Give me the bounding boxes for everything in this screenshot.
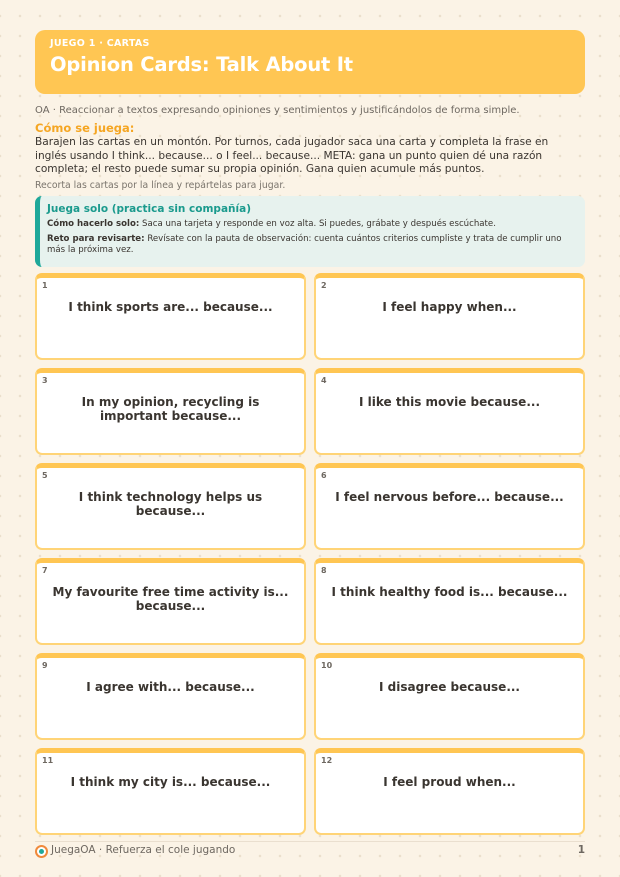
- card-prompt: My favourite free time activity is... because...: [52, 585, 289, 613]
- card-number: 2: [321, 281, 327, 290]
- card-prompt: I think sports are... because...: [68, 300, 273, 314]
- how-to-play-title: Cómo se juega:: [35, 121, 135, 135]
- card-prompt: I disagree because...: [379, 680, 520, 694]
- solo-review-row: [47, 234, 573, 257]
- brand-logo-icon: [35, 845, 48, 858]
- opinion-card: [35, 463, 306, 550]
- solo-how-label: Cómo hacerlo solo:: [47, 219, 140, 229]
- opinion-card: [314, 748, 585, 835]
- solo-play-title: Juega solo (practica sin compañía): [47, 203, 251, 215]
- opinion-card: [314, 273, 585, 360]
- opinion-card: [35, 558, 306, 645]
- card-number: 9: [42, 661, 48, 670]
- solo-review-text: Revísate con la pauta de observación: cuenta cuántos criterios cumpliste y trata de cumplir uno más la próxima vez.: [47, 233, 562, 255]
- how-to-play-text: Barajen las cartas en un montón. Por turnos, cada jugador saca una carta y completa la frase en inglés usando I think... because... o I feel... because... META: gana un punto quien dé una razón completa; el resto puede sumar su propia opinión. Gana quien acumule más puntos.: [35, 136, 549, 175]
- card-prompt: I feel nervous before... because...: [335, 490, 564, 504]
- opinion-card: [314, 558, 585, 645]
- card-number: 4: [321, 376, 327, 385]
- opinion-card: [35, 748, 306, 835]
- solo-play-box: [35, 196, 585, 267]
- card-number: 7: [42, 566, 48, 575]
- solo-review-label: Reto para revisarte:: [47, 233, 145, 244]
- card-number: 11: [42, 756, 54, 765]
- opinion-card: [35, 368, 306, 455]
- game-tag: JUEGO 1 · CARTAS: [50, 38, 150, 49]
- footer-brand: JuegaOA · Refuerza el cole jugando: [51, 844, 236, 856]
- opinion-card: [314, 368, 585, 455]
- opinion-card: [35, 653, 306, 740]
- page-header: [35, 30, 585, 94]
- page-title: Opinion Cards: Talk About It: [50, 53, 353, 76]
- card-prompt: I feel happy when...: [382, 300, 517, 314]
- card-number: 10: [321, 661, 333, 670]
- card-prompt: I think technology helps us because...: [78, 490, 263, 518]
- opinion-card: [314, 653, 585, 740]
- card-number: 8: [321, 566, 327, 575]
- opinion-card: [35, 273, 306, 360]
- learning-objective: OA · Reaccionar a textos expresando opiniones y sentimientos y justificándolos de forma simple.: [35, 105, 520, 116]
- card-number: 1: [42, 281, 48, 290]
- page-number: 1: [577, 844, 585, 856]
- page-footer: [35, 841, 585, 862]
- card-prompt: I like this movie because...: [359, 395, 540, 409]
- card-prompt: I think my city is... because...: [70, 775, 271, 789]
- card-prompt: I agree with... because...: [86, 680, 255, 694]
- card-number: 12: [321, 756, 333, 765]
- card-number: 3: [42, 376, 48, 385]
- card-prompt: In my opinion, recycling is important because...: [81, 395, 260, 423]
- solo-how-row: [47, 219, 573, 231]
- solo-how-text: Saca una tarjeta y responde en voz alta. Si puedes, grábate y después escúchate.: [142, 219, 496, 229]
- card-number: 6: [321, 471, 327, 480]
- cut-instructions: Recorta las cartas por la línea y repártelas para jugar.: [35, 180, 286, 191]
- card-number: 5: [42, 471, 48, 480]
- card-prompt: I feel proud when...: [383, 775, 516, 789]
- card-prompt: I think healthy food is... because...: [331, 585, 568, 599]
- opinion-card: [314, 463, 585, 550]
